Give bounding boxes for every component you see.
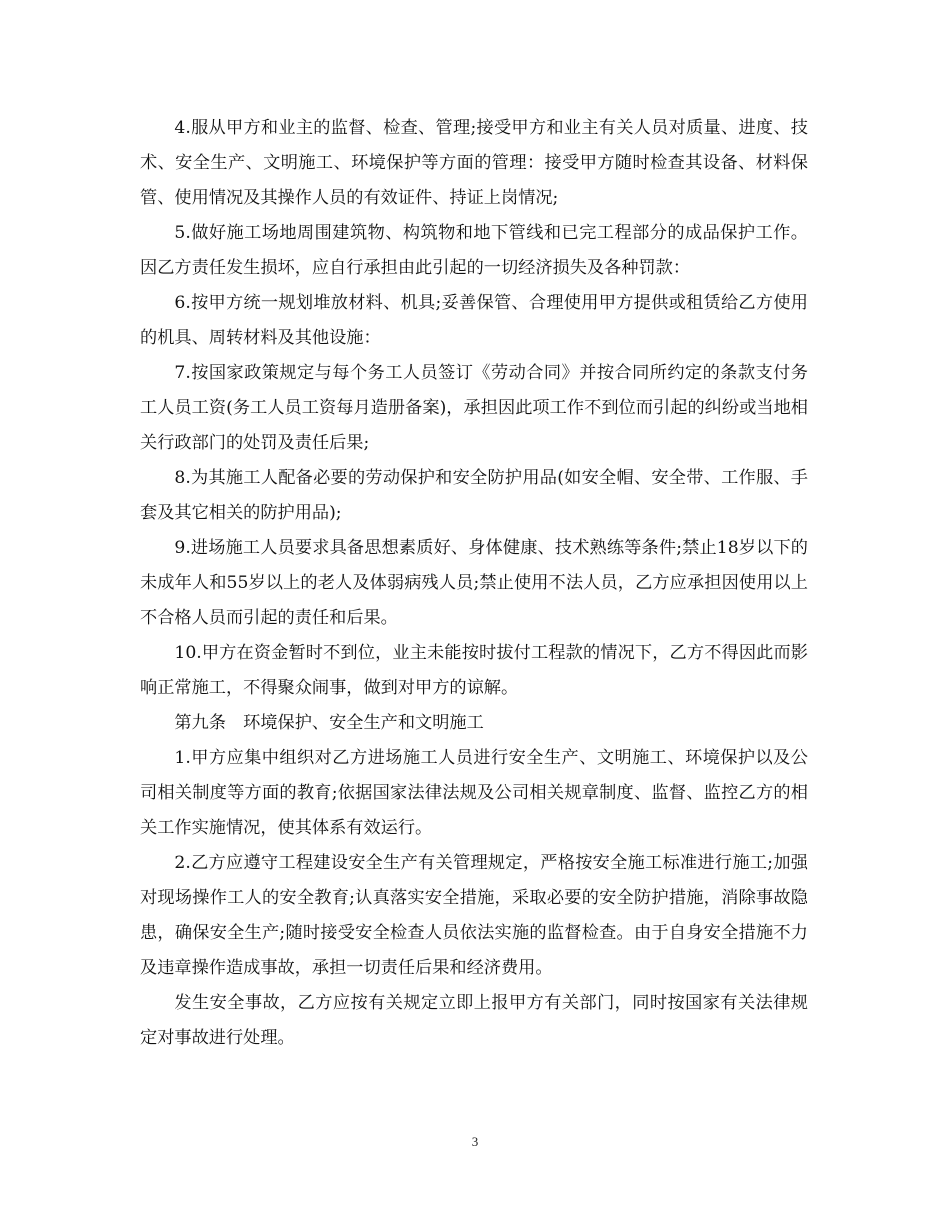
- paragraph-accident-reporting: 发生安全事故，乙方应按有关规定立即上报甲方有关部门，同时按国家有关法律规定对事故进行处理。: [140, 993, 808, 1048]
- paragraph-8-protective-equipment: 8.为其施工人配备必要的劳动保护和安全防护用品(如安全帽、安全带、工作服、手套及其它相关的防护用品);: [140, 468, 808, 523]
- paragraph-10-payment-delay: 10.甲方在资金暂时不到位，业主未能按时拔付工程款的情况下，乙方不得因此而影响正常施工，不得聚众闹事，做到对甲方的谅解。: [140, 643, 808, 698]
- paragraph-5-protect-finished-work: 5.做好施工场地周围建筑物、构筑物和地下管线和已完工程部分的成品保护工作。因乙方责任发生损坏，应自行承担由此引起的一切经济损失及各种罚款：: [140, 223, 808, 278]
- paragraph-7-labor-contract: 7.按国家政策规定与每个务工人员签订《劳动合同》并按合同所约定的条款支付务工人员工资(务工人员工资每月造册备案)，承担因此项工作不到位而引起的纠纷或当地相关行政部门的处罚及责任后果;: [140, 363, 808, 453]
- section-heading-article-9: 第九条 环境保护、安全生产和文明施工: [174, 713, 484, 733]
- paragraph-1-safety-education: 1.甲方应集中组织对乙方进场施工人员进行安全生产、文明施工、环境保护以及公司相关制度等方面的教育;依据国家法律法规及公司相关规章制度、监督、监控乙方的相关工作实施情况，使其体系有效运行。: [140, 748, 808, 838]
- paragraph-9-worker-requirements: 9.进场施工人员要求具备思想素质好、身体健康、技术熟练等条件;禁止18岁以下的未成年人和55岁以上的老人及体弱病残人员;禁止使用不法人员，乙方应承担因使用以上不合格人员而引起的责任和后果。: [140, 538, 808, 628]
- page-number: 3: [471, 1134, 479, 1149]
- document-body: [140, 111, 808, 1056]
- paragraph-6-stack-materials: 6.按甲方统一规划堆放材料、机具;妥善保管、合理使用甲方提供或租赁给乙方使用的机具、周转材料及其他设施：: [140, 293, 808, 348]
- paragraph-4-obey-supervision: 4.服从甲方和业主的监督、检查、管理;接受甲方和业主有关人员对质量、进度、技术、安全生产、文明施工、环境保护等方面的管理：接受甲方随时检查其设备、材料保管、使用情况及其操作人员的有效证件、持证上岗情况;: [140, 118, 808, 208]
- paragraph-2-safety-regulations: 2.乙方应遵守工程建设安全生产有关管理规定，严格按安全施工标准进行施工;加强对现场操作工人的安全教育;认真落实安全措施，采取必要的安全防护措施，消除事故隐患，确保安全生产;随时接受安全检查人员依法实施的监督检查。由于自身安全措施不力及违章操作造成事故，承担一切责任后果和经济费用。: [140, 853, 808, 978]
